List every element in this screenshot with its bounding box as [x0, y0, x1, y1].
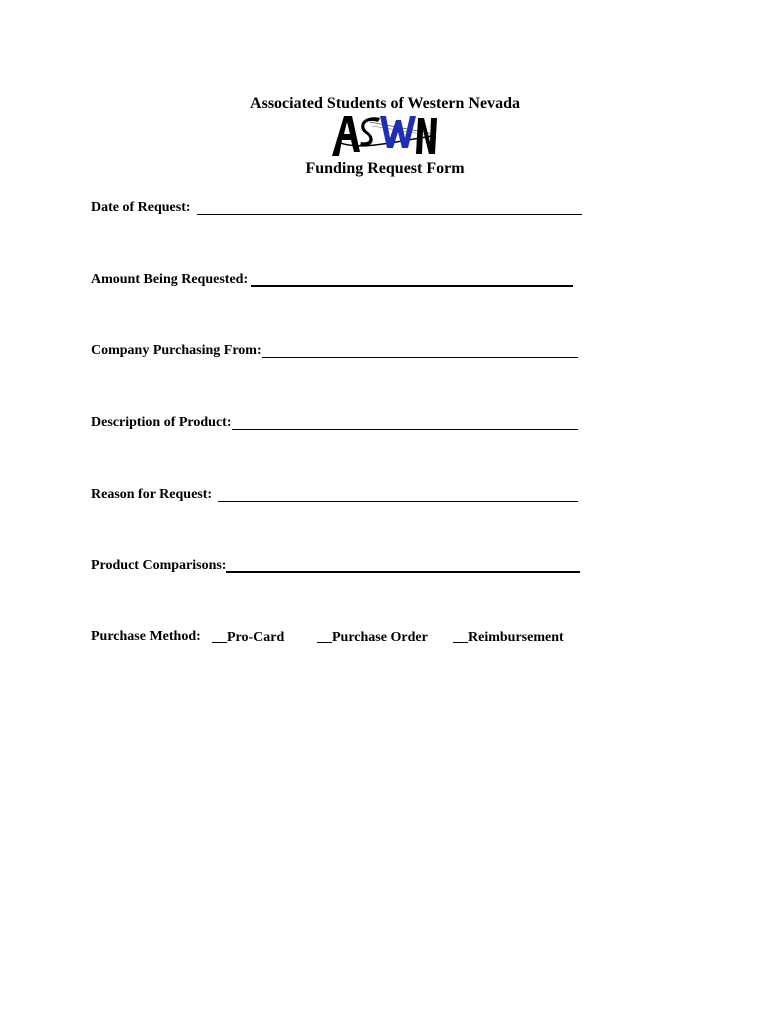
company-purchasing-line[interactable]	[262, 343, 578, 358]
reimbursement-blank[interactable]	[453, 628, 468, 643]
amount-requested-label: Amount Being Requested:	[91, 272, 249, 287]
description-label: Description of Product:	[91, 415, 232, 430]
amount-requested-line[interactable]	[251, 271, 573, 287]
amount-requested-field[interactable]	[91, 271, 573, 289]
pro-card-blank[interactable]	[212, 628, 227, 643]
purchase-method-label: Purchase Method:	[91, 629, 201, 644]
product-comparisons-field[interactable]	[91, 557, 580, 575]
option-purchase-order[interactable]	[317, 628, 428, 647]
organization-title: Associated Students of Western Nevada	[250, 95, 520, 112]
date-of-request-label: Date of Request:	[91, 200, 191, 215]
purchase-order-label: Purchase Order	[332, 630, 428, 645]
reason-line[interactable]	[218, 487, 578, 502]
product-comparisons-label: Product Comparisons:	[91, 558, 227, 573]
aswn-logo	[330, 112, 440, 160]
reason-field[interactable]	[91, 486, 578, 504]
option-pro-card[interactable]	[212, 628, 284, 647]
reason-label: Reason for Request:	[91, 487, 213, 502]
product-comparisons-line[interactable]	[226, 557, 580, 573]
description-line[interactable]	[232, 415, 578, 430]
purchase-order-blank[interactable]	[317, 628, 332, 643]
date-of-request-line[interactable]	[197, 200, 582, 215]
form-title: Funding Request Form	[305, 160, 465, 177]
company-purchasing-label: Company Purchasing From:	[91, 343, 262, 358]
pro-card-label: Pro-Card	[227, 630, 285, 645]
option-reimbursement[interactable]	[453, 628, 564, 647]
company-purchasing-field[interactable]	[91, 342, 578, 360]
reimbursement-label: Reimbursement	[468, 630, 564, 645]
description-field[interactable]	[91, 414, 578, 432]
date-of-request-field[interactable]	[91, 199, 582, 217]
